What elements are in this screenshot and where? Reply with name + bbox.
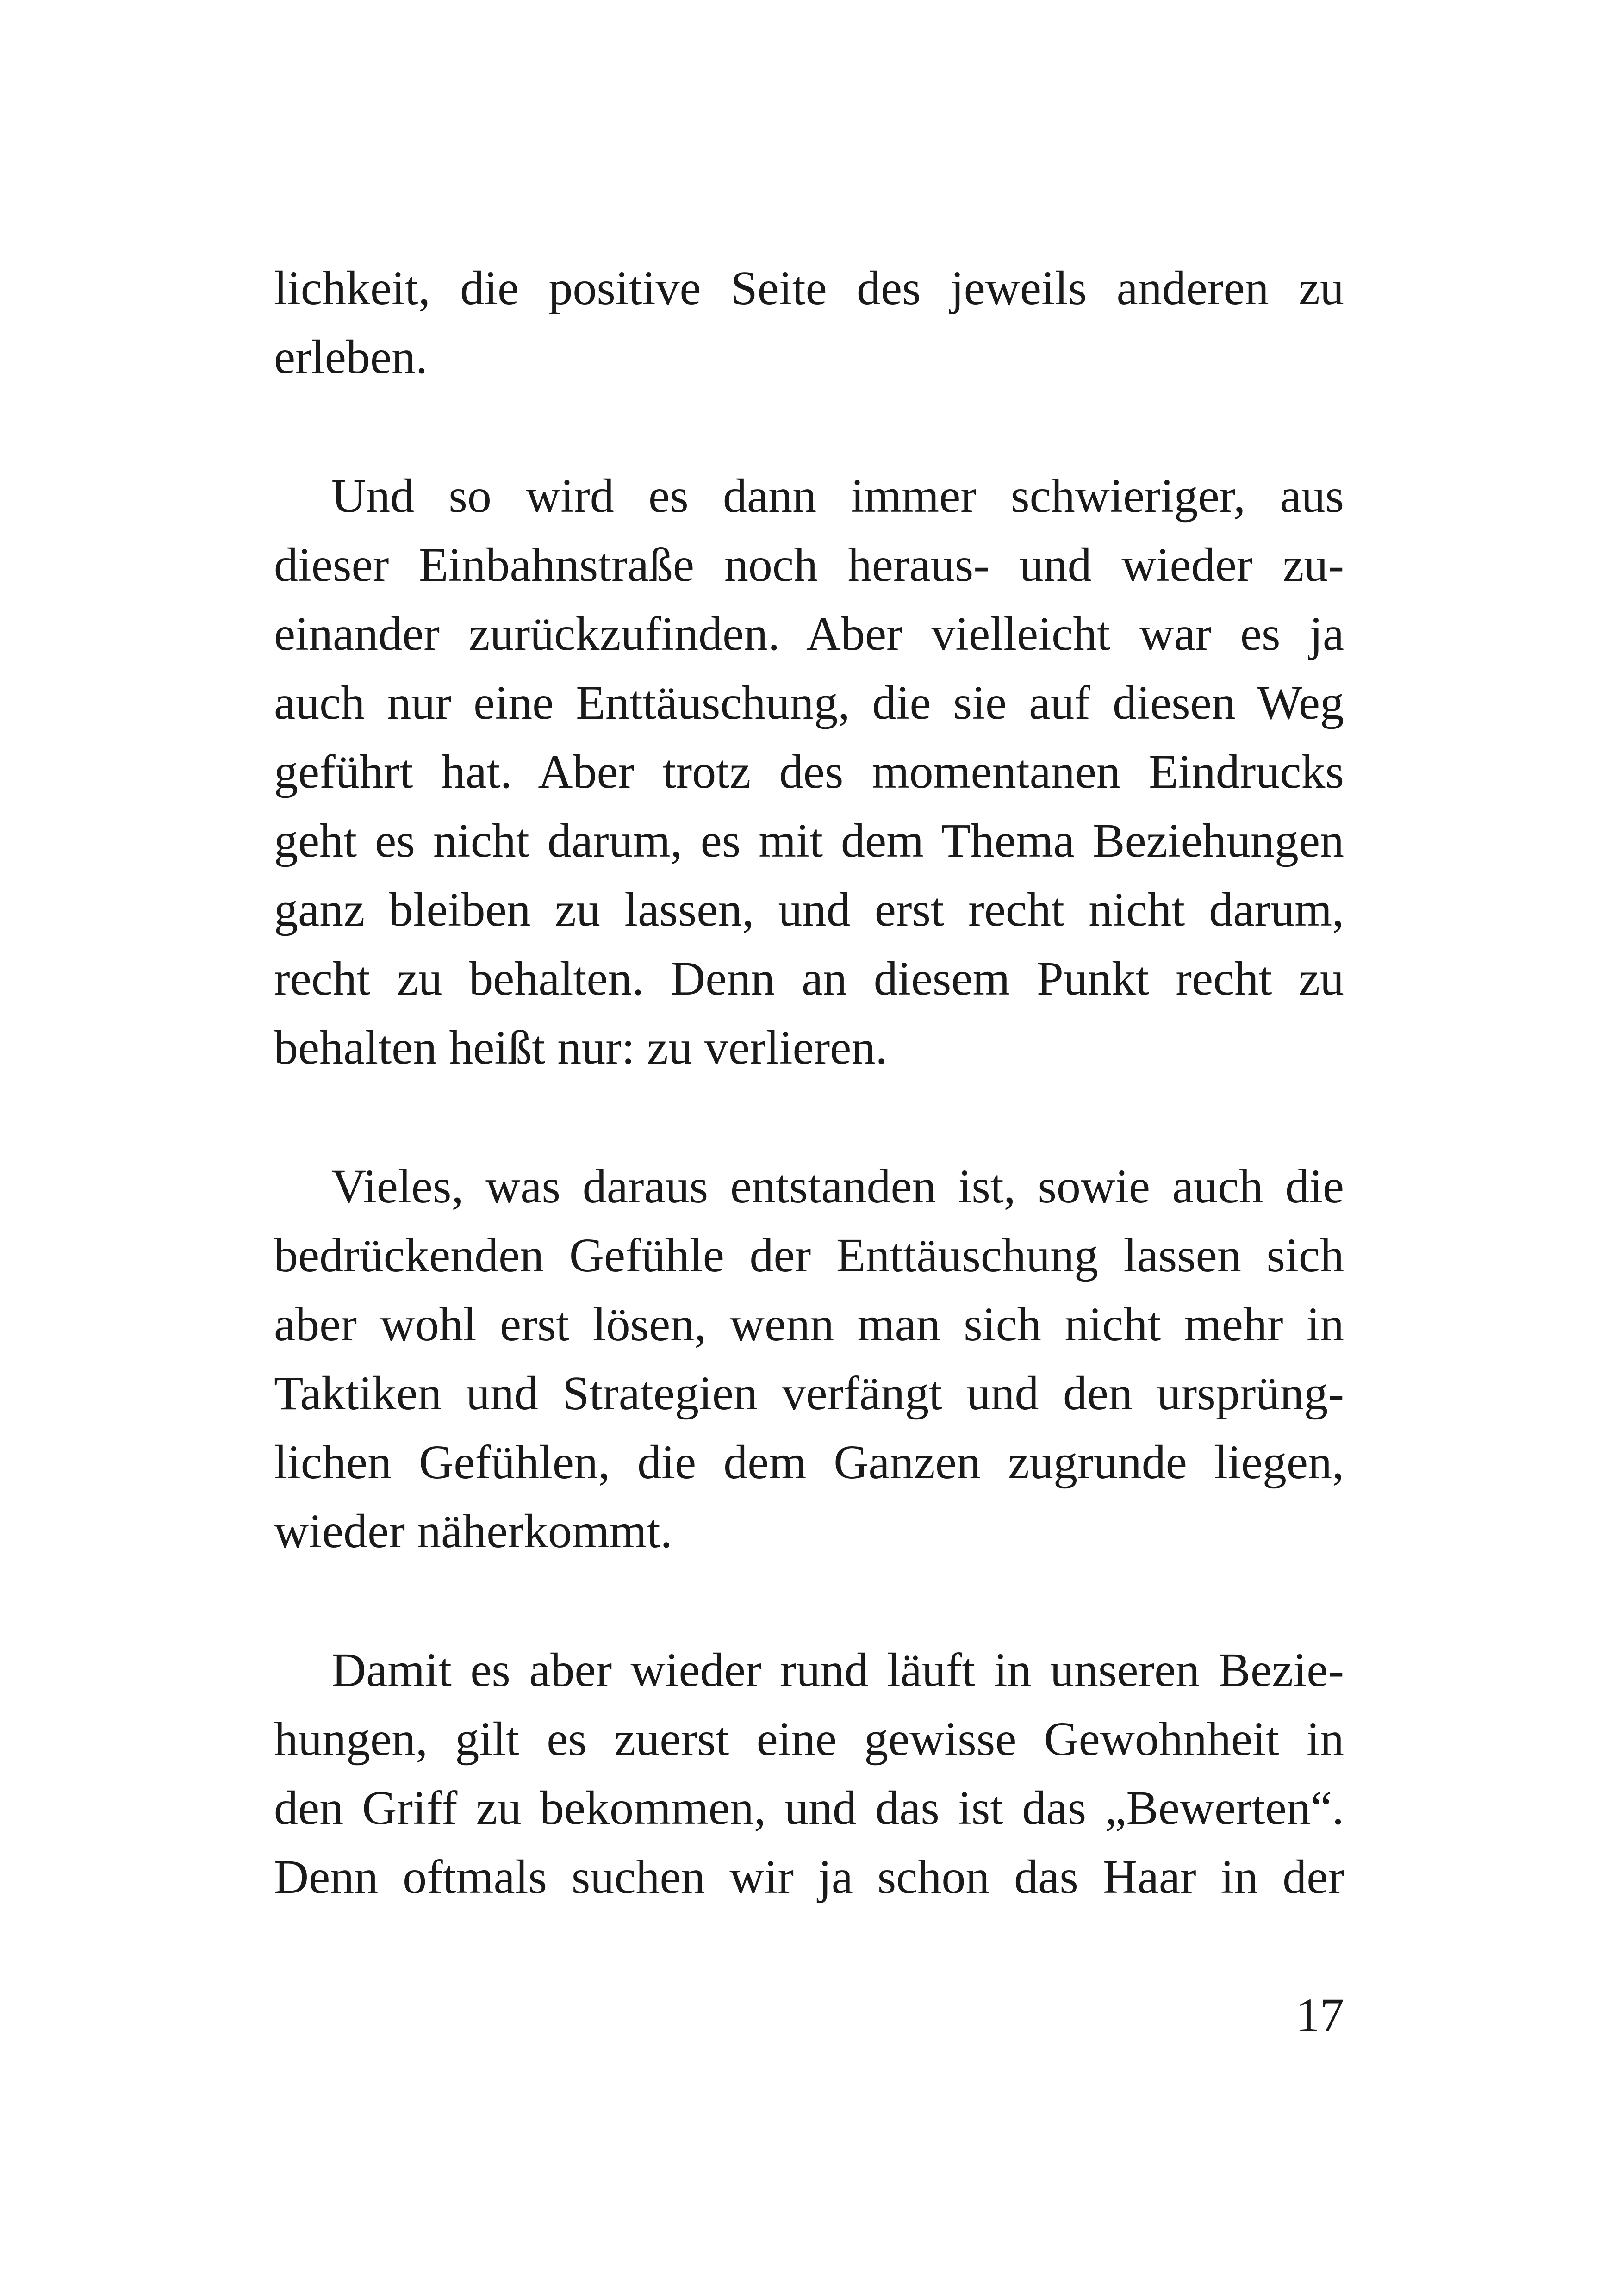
- paragraph-4: [274, 1636, 1344, 1911]
- paragraph-spacer: [274, 392, 1344, 461]
- text-line: Und so wird es dann immer schwieriger, aus: [331, 469, 1344, 523]
- body-text: [274, 254, 1344, 1911]
- text-line: dieser Einbahnstraße noch heraus- und wieder zu-: [274, 538, 1344, 591]
- text-line: erleben.: [274, 330, 428, 384]
- text-line: wieder näherkommt.: [274, 1505, 672, 1558]
- text-line: Taktiken und Strategien verfängt und den ursprüng-: [274, 1367, 1344, 1420]
- text-line: Vieles, was daraus entstanden ist, sowie auch die: [331, 1160, 1344, 1213]
- text-line: lichen Gefühlen, die dem Ganzen zugrunde liegen,: [274, 1436, 1344, 1489]
- paragraph-spacer: [274, 1082, 1344, 1152]
- text-line: aber wohl erst lösen, wenn man sich nicht mehr in: [274, 1298, 1344, 1351]
- text-line: den Griff zu bekommen, und das ist das „Bewerten“.: [274, 1781, 1344, 1835]
- paragraph-1: [274, 254, 1344, 392]
- page-number: 17: [1296, 1989, 1344, 2042]
- paragraph-2: [274, 461, 1344, 1082]
- text-line: Denn oftmals suchen wir ja schon das Haar in der: [274, 1850, 1344, 1904]
- text-line: behalten heißt nur: zu verlieren.: [274, 1021, 888, 1074]
- text-line: geht es nicht darum, es mit dem Thema Beziehungen: [274, 814, 1344, 867]
- paragraph-3: [274, 1152, 1344, 1566]
- text-line: Damit es aber wieder rund läuft in unseren Bezie-: [331, 1643, 1344, 1697]
- text-line: auch nur eine Enttäuschung, die sie auf diesen Weg: [274, 676, 1344, 729]
- text-line: recht zu behalten. Denn an diesem Punkt recht zu: [274, 952, 1344, 1005]
- text-line: einander zurückzufinden. Aber vielleicht war es ja: [274, 607, 1344, 660]
- text-line: lichkeit, die positive Seite des jeweils anderen zu: [274, 261, 1344, 315]
- text-line: bedrückenden Gefühle der Enttäuschung lassen sich: [274, 1229, 1344, 1282]
- text-line: ganz bleiben zu lassen, und erst recht nicht darum,: [274, 883, 1344, 936]
- paragraph-spacer: [274, 1566, 1344, 1636]
- text-line: geführt hat. Aber trotz des momentanen Eindrucks: [274, 745, 1344, 798]
- text-line: hungen, gilt es zuerst eine gewisse Gewohnheit in: [274, 1712, 1344, 1766]
